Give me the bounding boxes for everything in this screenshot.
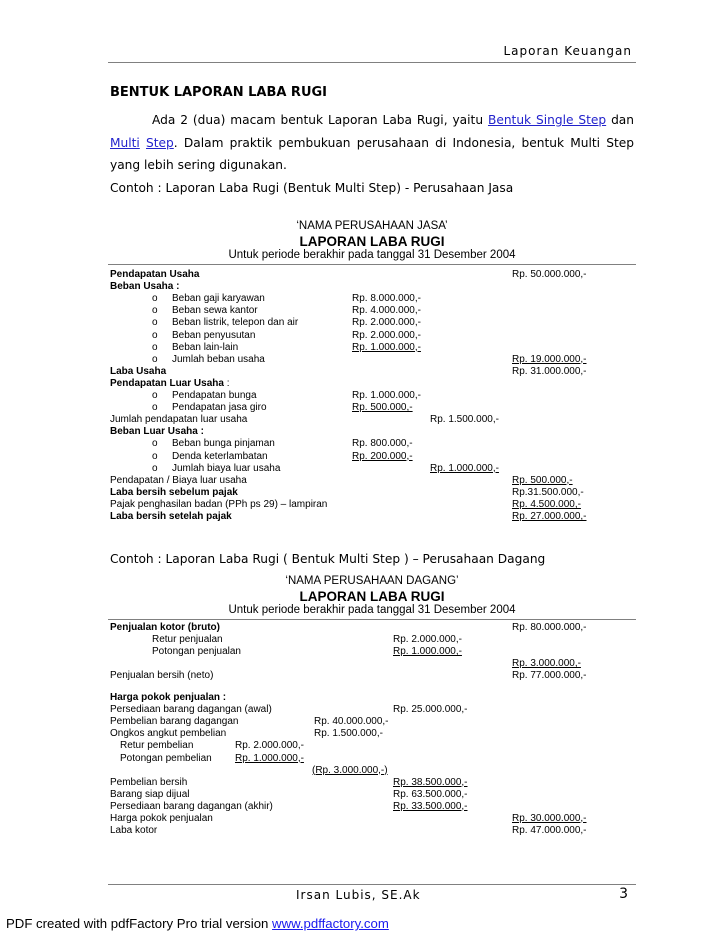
row-label: Pendapatan jasa giro xyxy=(172,402,267,414)
example2-report-title: LAPORAN LABA RUGI xyxy=(299,589,445,604)
header-divider xyxy=(108,62,636,63)
running-header: Laporan Keuangan xyxy=(503,44,632,58)
table-row xyxy=(0,752,728,765)
example1-caption: Contoh : Laporan Laba Rugi (Bentuk Multi Step) - Perusahaan Jasa xyxy=(110,181,514,195)
row-amount-total: Rp. 31.000.000,- xyxy=(512,365,587,377)
table-row xyxy=(0,691,728,704)
row-label: Jumlah beban usaha xyxy=(172,353,265,365)
row-amount-col1: Rp. 8.000.000,- xyxy=(352,293,421,305)
link-multi-step-part1[interactable]: Multi xyxy=(110,135,140,150)
row-amount-col1: Rp. 40.000.000,- xyxy=(314,716,389,728)
table-row xyxy=(0,353,728,366)
row-subamount: Rp. 2.000.000,- xyxy=(235,740,304,752)
row-amount-total: Rp. 500.000,- xyxy=(512,474,573,486)
row-amount-col1: Rp. 4.000.000,- xyxy=(352,305,421,317)
bullet-marker: o xyxy=(152,305,158,317)
pdf-factory-link[interactable]: www.pdffactory.com xyxy=(272,916,389,931)
table-row xyxy=(0,316,728,329)
table-row xyxy=(0,486,728,499)
bullet-marker: o xyxy=(152,329,158,341)
row-label: Beban penyusutan xyxy=(172,329,256,341)
row-label: Beban Luar Usaha : xyxy=(110,426,204,438)
example2-period: Untuk periode berakhir pada tanggal 31 Desember 2004 xyxy=(228,604,516,616)
bullet-marker: o xyxy=(152,438,158,450)
row-amount-col2: Rp. 2.000.000,- xyxy=(393,634,462,646)
row-label: Laba bersih setelah pajak xyxy=(110,511,232,522)
page-number: 3 xyxy=(619,886,628,902)
row-label: Beban lain-lain xyxy=(172,341,239,353)
example2-caption: Contoh : Laporan Laba Rugi ( Bentuk Multi Step ) – Perusahaan Dagang xyxy=(110,552,546,566)
table-row xyxy=(0,474,728,487)
row-amount-col1: Rp. 2.000.000,- xyxy=(352,329,421,341)
row-amount-col1: Rp. 1.000.000,- xyxy=(352,341,421,353)
row-amount-total: Rp. 80.000.000,- xyxy=(512,622,587,633)
table-row xyxy=(0,389,728,402)
row-amount-total: Rp. 4.500.000,- xyxy=(512,498,581,510)
section-title: BENTUK LAPORAN LABA RUGI xyxy=(110,85,328,100)
table-row xyxy=(0,727,728,740)
row-label: Denda keterlambatan xyxy=(172,450,268,462)
row-amount-col2: Rp. 38.500.000,- xyxy=(393,776,468,788)
table-row xyxy=(0,292,728,305)
row-label: Jumlah biaya luar usaha xyxy=(172,462,281,474)
table-row xyxy=(0,800,728,813)
table-row xyxy=(0,304,728,317)
row-label: Potongan penjualan xyxy=(152,646,241,658)
table-row xyxy=(0,669,728,682)
bullet-marker: o xyxy=(152,353,158,365)
bullet-marker: o xyxy=(152,317,158,329)
table-row xyxy=(0,621,728,634)
example2-rule xyxy=(108,619,636,620)
intro-text-1: Ada 2 (dua) macam bentuk Laporan Laba Rugi, yaitu xyxy=(152,113,488,127)
row-label: Penjualan bersih (neto) xyxy=(110,670,214,682)
bullet-marker: o xyxy=(152,462,158,474)
table-row xyxy=(0,413,728,426)
table-row xyxy=(0,764,728,777)
row-amount-col1: Rp. 500.000,- xyxy=(352,402,413,414)
row-label: Beban Usaha : xyxy=(110,281,180,293)
row-label: Beban gaji karyawan xyxy=(172,293,265,305)
row-label: Pembelian barang dagangan xyxy=(110,716,239,728)
pdf-credit xyxy=(6,916,389,931)
table-row xyxy=(0,776,728,789)
table-row xyxy=(0,462,728,475)
row-amount-col1: Rp. 200.000,- xyxy=(352,450,413,462)
intro-paragraph xyxy=(110,109,634,177)
row-label: Pendapatan / Biaya luar usaha xyxy=(110,474,247,486)
row-label: Barang siap dijual xyxy=(110,788,190,800)
bullet-marker: o xyxy=(152,390,158,401)
row-amount-col2: Rp. 1.000.000,- xyxy=(393,646,462,658)
intro-text-2: dan xyxy=(606,113,634,127)
row-label: Penjualan kotor (bruto) xyxy=(110,622,220,633)
row-amount-col1: Rp. 2.000.000,- xyxy=(352,317,421,329)
row-amount-total: Rp. 3.000.000,- xyxy=(512,658,581,670)
footer-author: Irsan Lubis, SE.Ak xyxy=(296,888,421,902)
table-row xyxy=(0,401,728,414)
row-label: Persediaan barang dagangan (akhir) xyxy=(110,800,273,812)
row-amount-col1: Rp. 1.000.000,- xyxy=(352,390,421,401)
row-subamount: Rp. 1.000.000,- xyxy=(235,752,304,764)
row-label: Ongkos angkut pembelian xyxy=(110,728,227,740)
table-row xyxy=(0,715,728,728)
row-amount-total: Rp. 50.000.000,- xyxy=(512,269,587,280)
intro-text-3: . Dalam praktik pembukuan perusahaan di Indonesia, bentuk Multi Step yang lebih sering digunakan. xyxy=(110,135,634,172)
row-label: Pendapatan Usaha xyxy=(110,269,200,280)
row-amount-col2: Rp. 1.500.000,- xyxy=(430,414,499,426)
row-label: Harga pokok penjualan : xyxy=(110,692,227,704)
example2-company: ‘NAMA PERUSAHAAN DAGANG’ xyxy=(285,575,459,587)
row-amount-col2: Rp. 33.500.000,- xyxy=(393,800,468,812)
table-row xyxy=(0,365,728,378)
example1-company: ‘NAMA PERUSAHAAN JASA’ xyxy=(296,220,448,232)
table-row xyxy=(0,812,728,825)
link-single-step[interactable]: Bentuk Single Step xyxy=(487,113,607,127)
example1-report-title: LAPORAN LABA RUGI xyxy=(299,234,445,249)
table-row xyxy=(0,657,728,670)
table-row xyxy=(0,788,728,801)
pdf-credit-text: PDF created with pdfFactory Pro trial version xyxy=(6,916,273,931)
table-row xyxy=(0,425,728,438)
row-label: Potongan pembelian xyxy=(120,752,212,764)
row-label: Pajak penghasilan badan (PPh ps 29) – lampiran xyxy=(110,498,328,510)
bullet-marker: o xyxy=(152,341,158,353)
row-amount-total: Rp. 30.000.000,- xyxy=(512,812,587,824)
row-label-suffix: : xyxy=(223,377,230,389)
row-label: Beban bunga pinjaman xyxy=(172,438,275,450)
row-label: Persediaan barang dagangan (awal) xyxy=(110,704,272,716)
row-label: Pendapatan Luar Usaha : xyxy=(110,377,230,389)
table-row xyxy=(0,341,728,354)
row-amount-total: Rp. 19.000.000,- xyxy=(512,353,587,365)
link-multi-step-part2[interactable]: Step xyxy=(146,135,174,150)
row-amount-total: Rp.31.500.000,- xyxy=(512,486,584,498)
row-amount-col2: Rp. 25.000.000,- xyxy=(393,704,468,716)
footer-divider xyxy=(108,884,636,885)
row-label: Retur penjualan xyxy=(152,634,223,646)
row-amount-total: Rp. 27.000.000,- xyxy=(512,511,587,522)
bullet-marker: o xyxy=(152,450,158,462)
row-label: Laba kotor xyxy=(110,824,158,836)
table-row xyxy=(0,824,728,837)
row-amount-col2: Rp. 1.000.000,- xyxy=(430,462,499,474)
table-row xyxy=(0,633,728,646)
table-row xyxy=(0,645,728,658)
row-amount-col2: Rp. 63.500.000,- xyxy=(393,788,468,800)
table-row xyxy=(0,450,728,463)
example1-rule xyxy=(108,264,636,265)
row-label: Laba Usaha xyxy=(110,365,167,377)
row-amount-col1: Rp. 800.000,- xyxy=(352,438,413,450)
table-row xyxy=(0,268,728,281)
row-label: Beban sewa kantor xyxy=(172,305,258,317)
row-label: Retur pembelian xyxy=(120,740,194,752)
row-label: Pendapatan bunga xyxy=(172,390,257,401)
bullet-marker: o xyxy=(152,293,158,305)
bullet-marker: o xyxy=(152,402,158,414)
row-amount-total: Rp. 77.000.000,- xyxy=(512,670,587,682)
table-row xyxy=(0,329,728,342)
row-amount-col1: Rp. 1.500.000,- xyxy=(314,728,383,740)
row-amount-col1: (Rp. 3.000.000,-) xyxy=(312,764,388,776)
row-amount-total: Rp. 47.000.000,- xyxy=(512,824,587,836)
table-row xyxy=(0,498,728,511)
row-label: Harga pokok penjualan xyxy=(110,812,213,824)
row-label: Pembelian bersih xyxy=(110,776,188,788)
row-label: Laba bersih sebelum pajak xyxy=(110,486,238,498)
table-row xyxy=(0,739,728,752)
row-label: Beban listrik, telepon dan air xyxy=(172,317,299,329)
table-row xyxy=(0,280,728,293)
table-row xyxy=(0,703,728,716)
example1-period: Untuk periode berakhir pada tanggal 31 Desember 2004 xyxy=(228,249,516,261)
table-row xyxy=(0,437,728,450)
row-label: Jumlah pendapatan luar usaha xyxy=(110,414,248,426)
table-row xyxy=(0,377,728,390)
table-row xyxy=(0,510,728,523)
